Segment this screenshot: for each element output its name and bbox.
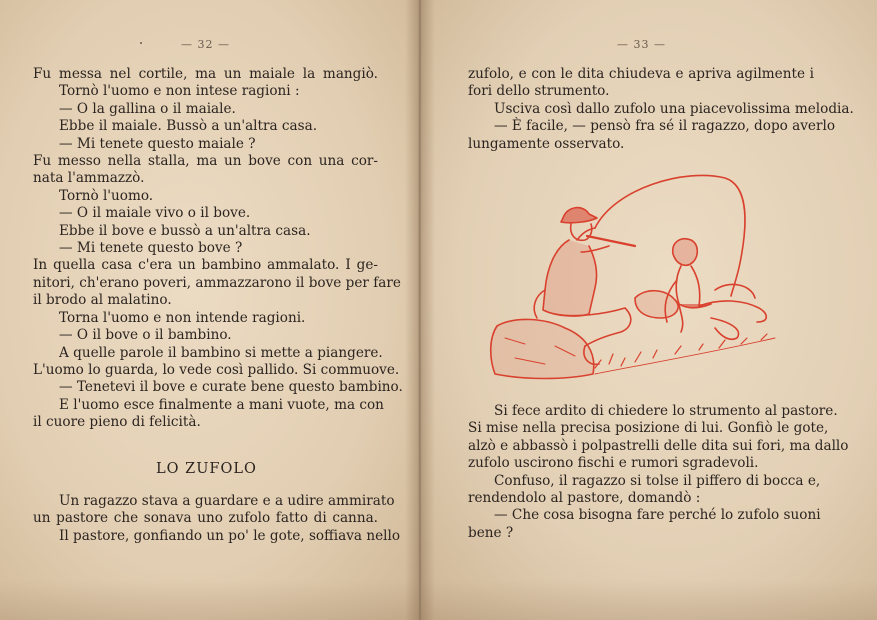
text-line: lungamente osservato. [468,135,625,152]
page-shadow [0,580,877,620]
text-line: Tornò l'uomo. [59,187,154,204]
shepherd-illustration [485,168,785,393]
text-line: L'uomo lo guarda, lo vede così pallido. Si commuove. [33,361,400,378]
text-line: Tornò l'uomo e non intese ragioni : [59,83,300,100]
text-line: — O la gallina o il maiale. [59,100,236,117]
text-line: A quelle parole il bambino si mette a piangere. [59,344,383,361]
chapter-heading: LO ZUFOLO [156,461,257,477]
text-line: nata l'ammazzò. [33,170,145,187]
text-line: zufolo, e con le dita chiudeva e apriva agilmente i [468,66,814,82]
text-line: Ebbe il bove e bussò a un'altra casa. [59,222,311,239]
text-line: E l'uomo esce finalmente a mani vuote, ma con [59,396,384,413]
text-line: un pastore che sonava uno zufolo fatto di canna. [33,510,378,527]
text-line: il cuore pieno di felicità. [33,414,201,431]
left-page-text-bottom [33,493,401,545]
page-number-right: — 33 — [617,38,666,51]
text-line: — Tenetevi il bove e curate bene questo bambino. [59,379,403,396]
text-line: In quella casa c'era un bambino ammalato. I ge- [33,257,378,274]
right-page-text-bottom [468,403,849,542]
text-line: Si fece ardito di chiedere lo strumento al pastore. [494,403,838,419]
text-line: Fu messa nel cortile, ma un maiale la mangiò. [33,66,378,82]
page-number-left: — 32 — [181,38,230,51]
book-gutter [405,0,435,620]
text-line: zufolo uscirono fischi e rumori sgradevoli. [468,455,759,472]
text-line: — O il maiale vivo o il bove. [59,205,251,222]
text-line: fori dello strumento. [468,83,610,100]
text-line: — O il bove o il bambino. [59,327,232,344]
text-line: bene ? [468,524,514,541]
text-line: Fu messo nella stalla, ma un bove con una cor- [33,153,378,170]
left-page-text-top [33,66,403,432]
text-line: il brodo al malatino. [33,292,172,309]
text-line: — Che cosa bisogna fare perché lo zufolo suoni [494,507,821,524]
text-line: Torna l'uomo e non intende ragioni. [59,309,306,326]
text-line: — Mi tenete questo bove ? [59,240,243,257]
text-line: Si mise nella precisa posizione di lui. Gonfiò le gote, [468,420,829,437]
printing-dot [140,42,142,44]
right-page-text-top [468,66,854,153]
text-line: rendendolo al pastore, domandò : [468,490,701,507]
text-line: Il pastore, gonfiando un po' le gote, soffiava nello [59,527,401,544]
text-line: nitori, ch'erano poveri, ammazzarono il bove per fare [33,274,401,291]
text-line: Usciva così dallo zufolo una piacevolissima melodia. [494,100,854,117]
text-line: alzò e abbassò i polpastrelli delle dita sui fori, ma dallo [468,437,849,454]
text-line: Un ragazzo stava a guardare e a udire ammirato [59,493,395,509]
text-line: Ebbe il maiale. Bussò a un'altra casa. [59,118,318,135]
text-line: Confuso, il ragazzo si tolse il piffero di bocca e, [494,472,821,489]
text-line: — È facile, — pensò fra sé il ragazzo, dopo averlo [494,118,836,135]
text-line: — Mi tenete questo maiale ? [59,135,256,152]
